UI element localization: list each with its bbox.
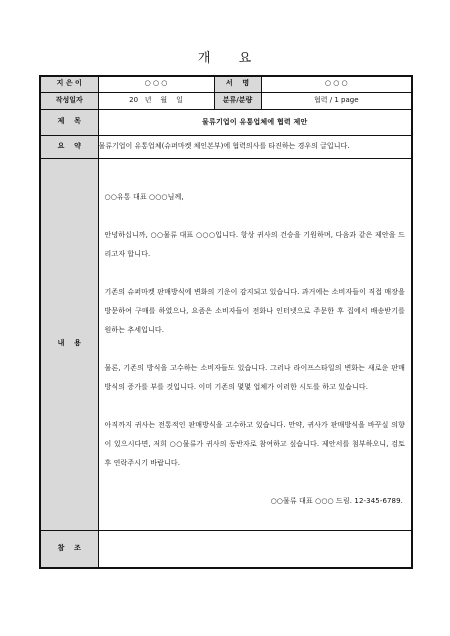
content-label: 내 용 <box>40 158 98 530</box>
summary-row <box>40 135 412 158</box>
overview-form <box>39 75 413 569</box>
signature-label: 서 명 <box>214 76 261 92</box>
subject-row <box>40 109 412 135</box>
letter-signature: ○○물류 대표 ○○○ 드림. 12-345-6789. <box>270 496 403 505</box>
author-value[interactable]: ○ ○ ○ <box>98 76 214 92</box>
author-row <box>40 76 412 92</box>
content-row <box>40 158 412 530</box>
letter-paragraph-1: 안녕하십니까, ○○물류 대표 ○○○입니다. 항상 귀사의 건승을 기원하며, 다음과 같은 제안을 드리고자 합니다. <box>104 230 405 258</box>
summary-value[interactable]: 물류기업이 유통업체(슈퍼마켓 체인본부)에 협력의사를 타진하는 경우의 글입니다. <box>98 135 412 158</box>
reference-row <box>40 530 412 568</box>
letter-paragraph-3: 물론, 기존의 방식을 고수하는 소비자들도 있습니다. 그러나 라이프스타일의 변화는 새로운 판매방식의 증가를 부를 것입니다. 이미 기존의 몇몇 업체가 이러한 시도를 하고 있습니다. <box>104 363 405 391</box>
document-title: 개 요 <box>197 51 253 66</box>
letter-paragraph-2: 기존의 슈퍼마켓 판매방식에 변화의 기운이 감지되고 있습니다. 과거에는 소비자들이 직접 매장을 방문하여 구매를 하였으나, 요즘은 소비자들이 전화나 인터넷으로 주문한 후 집에서 배송받기를 원하는 추세입니다. <box>104 287 405 334</box>
subject-value[interactable]: 물류기업이 유통업체에 협력 제안 <box>98 109 412 135</box>
letter-text <box>99 178 412 511</box>
category-label: 분류/분량 <box>214 92 261 109</box>
reference-label: 참 조 <box>40 530 98 568</box>
subject-label: 제 목 <box>40 109 98 135</box>
reference-value[interactable] <box>98 530 412 568</box>
letter-greeting: ○○유통 대표 ○○○님께, <box>104 192 184 201</box>
summary-label: 요 약 <box>40 135 98 158</box>
date-label: 작성일자 <box>40 92 98 109</box>
signature-value[interactable]: ○ ○ ○ <box>261 76 412 92</box>
category-value[interactable]: 협력 / 1 page <box>261 92 412 109</box>
letter-paragraph-4: 아직까지 귀사는 전통적인 판매방식을 고수하고 있습니다. 만약, 귀사가 판매방식을 바꾸실 의향이 있으시다면, 저희 ○○물류가 귀사의 동반자로 참여하고 싶습니다. 제안서를 첨부하오니, 검토 후 연락주시기 바랍니다. <box>104 420 405 467</box>
content-body[interactable] <box>98 158 412 530</box>
date-value[interactable]: 20 년 월 일 <box>98 92 214 109</box>
date-row <box>40 92 412 109</box>
author-label: 지 은 이 <box>40 76 98 92</box>
